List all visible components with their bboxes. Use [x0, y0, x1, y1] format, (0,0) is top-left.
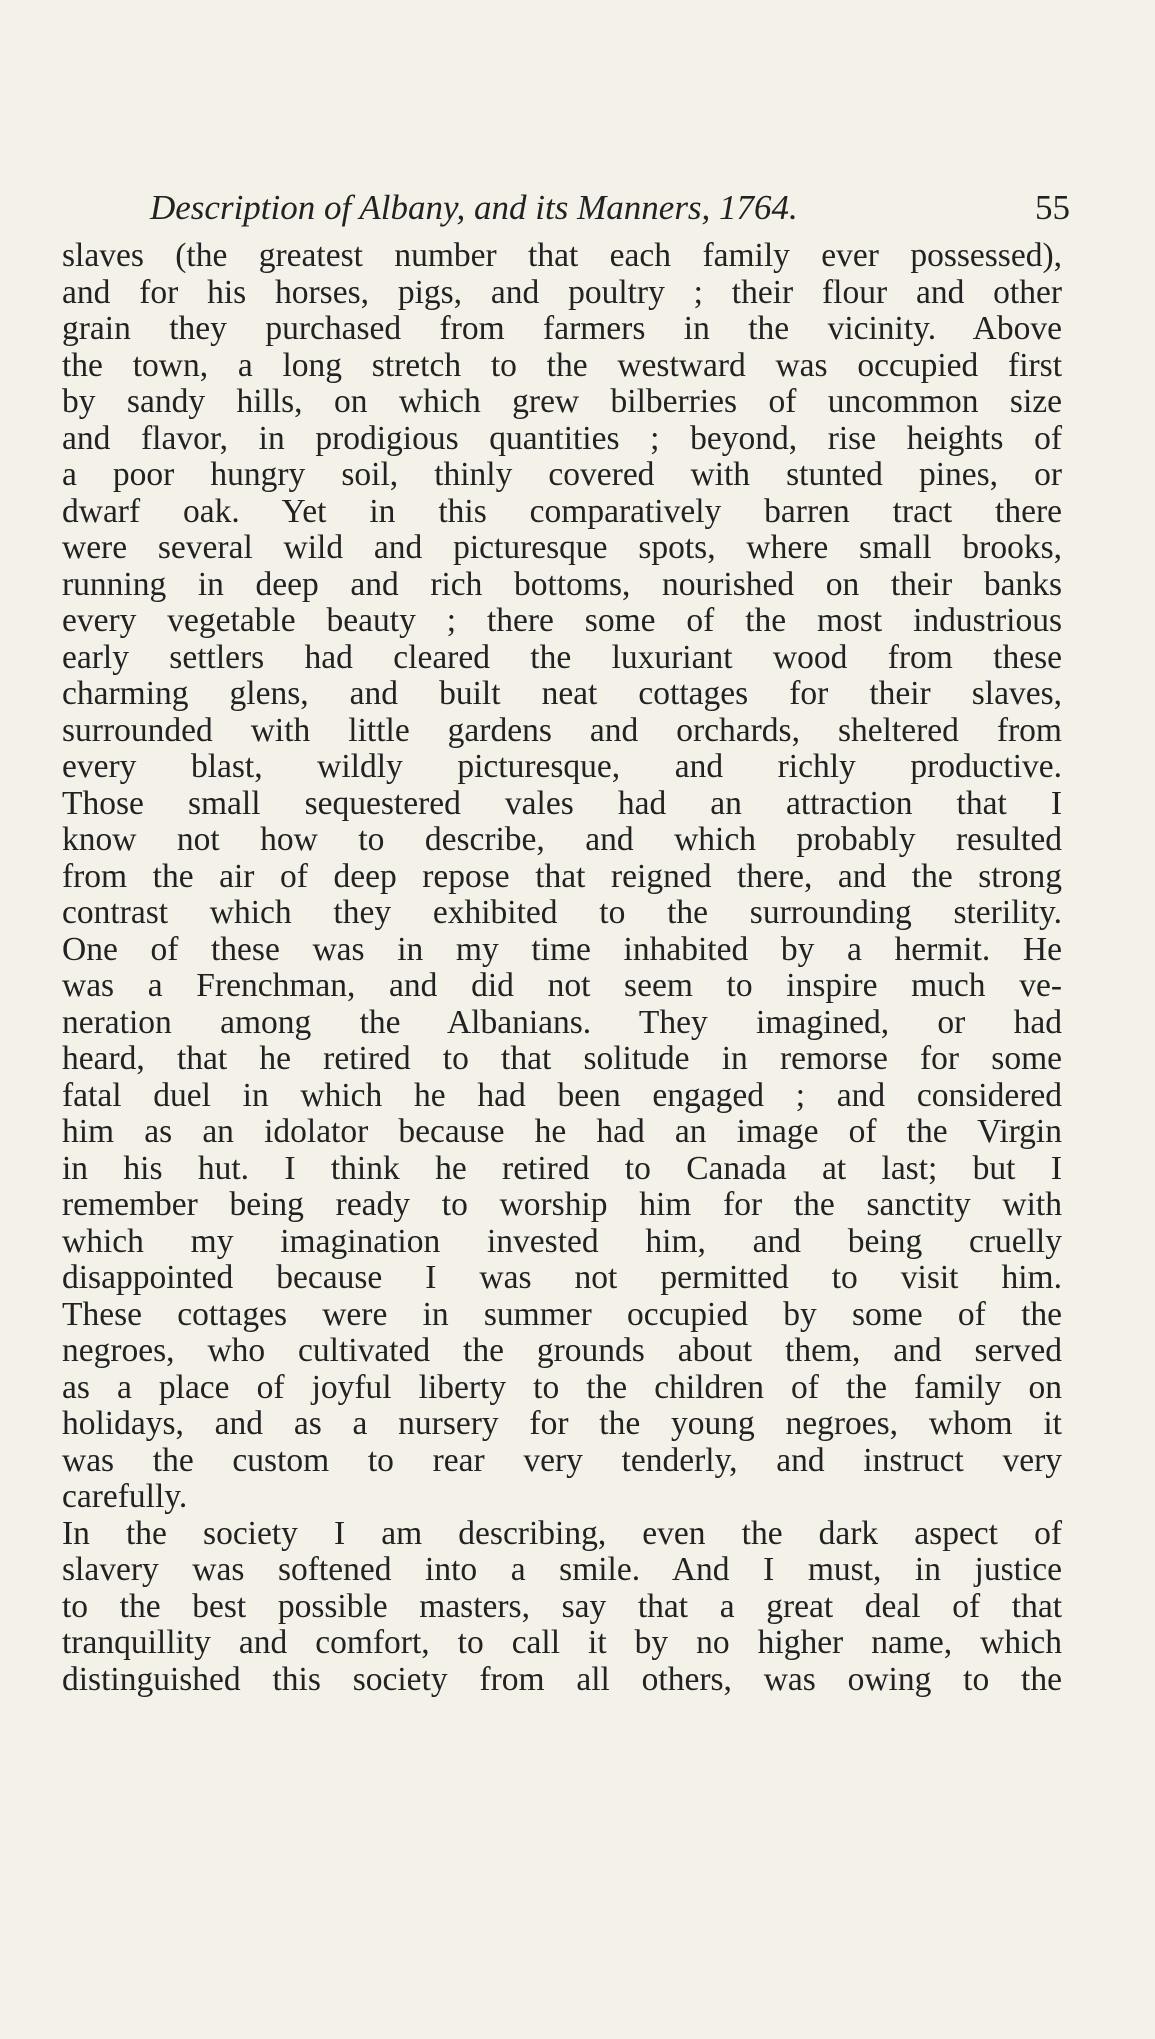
text-line: These cottages were in summer occupied by some of the: [62, 1295, 1062, 1333]
text-line: surrounded with little gardens and orchards, sheltered from: [62, 711, 1062, 749]
text-line: remember being ready to worship him for the sanctity with: [62, 1186, 1062, 1223]
text-line: from the air of deep repose that reigned there, and the strong: [62, 857, 1062, 895]
text-line: was a Frenchman, and did not seem to inspire much ve-: [62, 967, 1062, 1004]
text-line: which my imagination invested him, and being cruelly: [62, 1222, 1062, 1260]
text-line: Those small sequestered vales had an attraction that I: [62, 784, 1062, 822]
body-text: [62, 238, 1062, 1698]
text-line: and for his horses, pigs, and poultry ; their flour and other: [62, 273, 1062, 311]
text-line: to the best possible masters, say that a great deal of that: [62, 1587, 1062, 1625]
text-line: dwarf oak. Yet in this comparatively barren tract there: [62, 492, 1062, 530]
running-title: Description of Albany, and its Manners, 1764.: [150, 188, 798, 227]
text-line: grain they purchased from farmers in the vicinity. Above: [62, 310, 1062, 347]
text-line: were several wild and picturesque spots, where small brooks,: [62, 529, 1062, 566]
text-line: neration among the Albanians. They imagined, or had: [62, 1003, 1062, 1041]
text-line: holidays, and as a nursery for the young negroes, whom it: [62, 1405, 1062, 1442]
text-line: heard, that he retired to that solitude in remorse for some: [62, 1040, 1062, 1077]
text-line: by sandy hills, on which grew bilberries of uncommon size: [62, 383, 1062, 420]
text-line: was the custom to rear very tenderly, and instruct very: [62, 1441, 1062, 1479]
text-line: In the society I am describing, even the dark aspect of: [62, 1514, 1062, 1552]
text-line: charming glens, and built neat cottages for their slaves,: [62, 675, 1062, 712]
text-line: One of these was in my time inhabited by a hermit. He: [62, 930, 1062, 968]
text-line: carefully.: [62, 1478, 188, 1515]
text-line: every vegetable beauty ; there some of the most industrious: [62, 602, 1062, 639]
text-line: a poor hungry soil, thinly covered with stunted pines, or: [62, 456, 1062, 493]
text-line: running in deep and rich bottoms, nourished on their banks: [62, 565, 1062, 603]
page-number: 55: [1035, 188, 1070, 227]
text-line: negroes, who cultivated the grounds about them, and served: [62, 1332, 1062, 1369]
text-line: distinguished this society from all others, was owing to the: [62, 1660, 1062, 1698]
text-line: tranquillity and comfort, to call it by no higher name, which: [62, 1624, 1062, 1661]
text-line: contrast which they exhibited to the surrounding sterility.: [62, 894, 1062, 931]
text-line: every blast, wildly picturesque, and richly productive.: [62, 748, 1062, 785]
text-line: fatal duel in which he had been engaged ; and considered: [62, 1076, 1062, 1114]
text-line: early settlers had cleared the luxuriant wood from these: [62, 638, 1062, 676]
text-line: the town, a long stretch to the westward was occupied first: [62, 346, 1062, 384]
text-line: as a place of joyful liberty to the children of the family on: [62, 1368, 1062, 1406]
text-line: slavery was softened into a smile. And I must, in justice: [62, 1551, 1062, 1588]
text-line: disappointed because I was not permitted to visit him.: [62, 1259, 1062, 1296]
text-line: slaves (the greatest number that each family ever possessed),: [62, 237, 1062, 274]
page-header: [150, 182, 1070, 234]
text-line: and flavor, in prodigious quantities ; beyond, rise heights of: [62, 419, 1062, 457]
text-line: him as an idolator because he had an image of the Virgin: [62, 1113, 1062, 1150]
text-line: in his hut. I think he retired to Canada at last; but I: [62, 1149, 1062, 1187]
text-line: know not how to describe, and which probably resulted: [62, 821, 1062, 858]
